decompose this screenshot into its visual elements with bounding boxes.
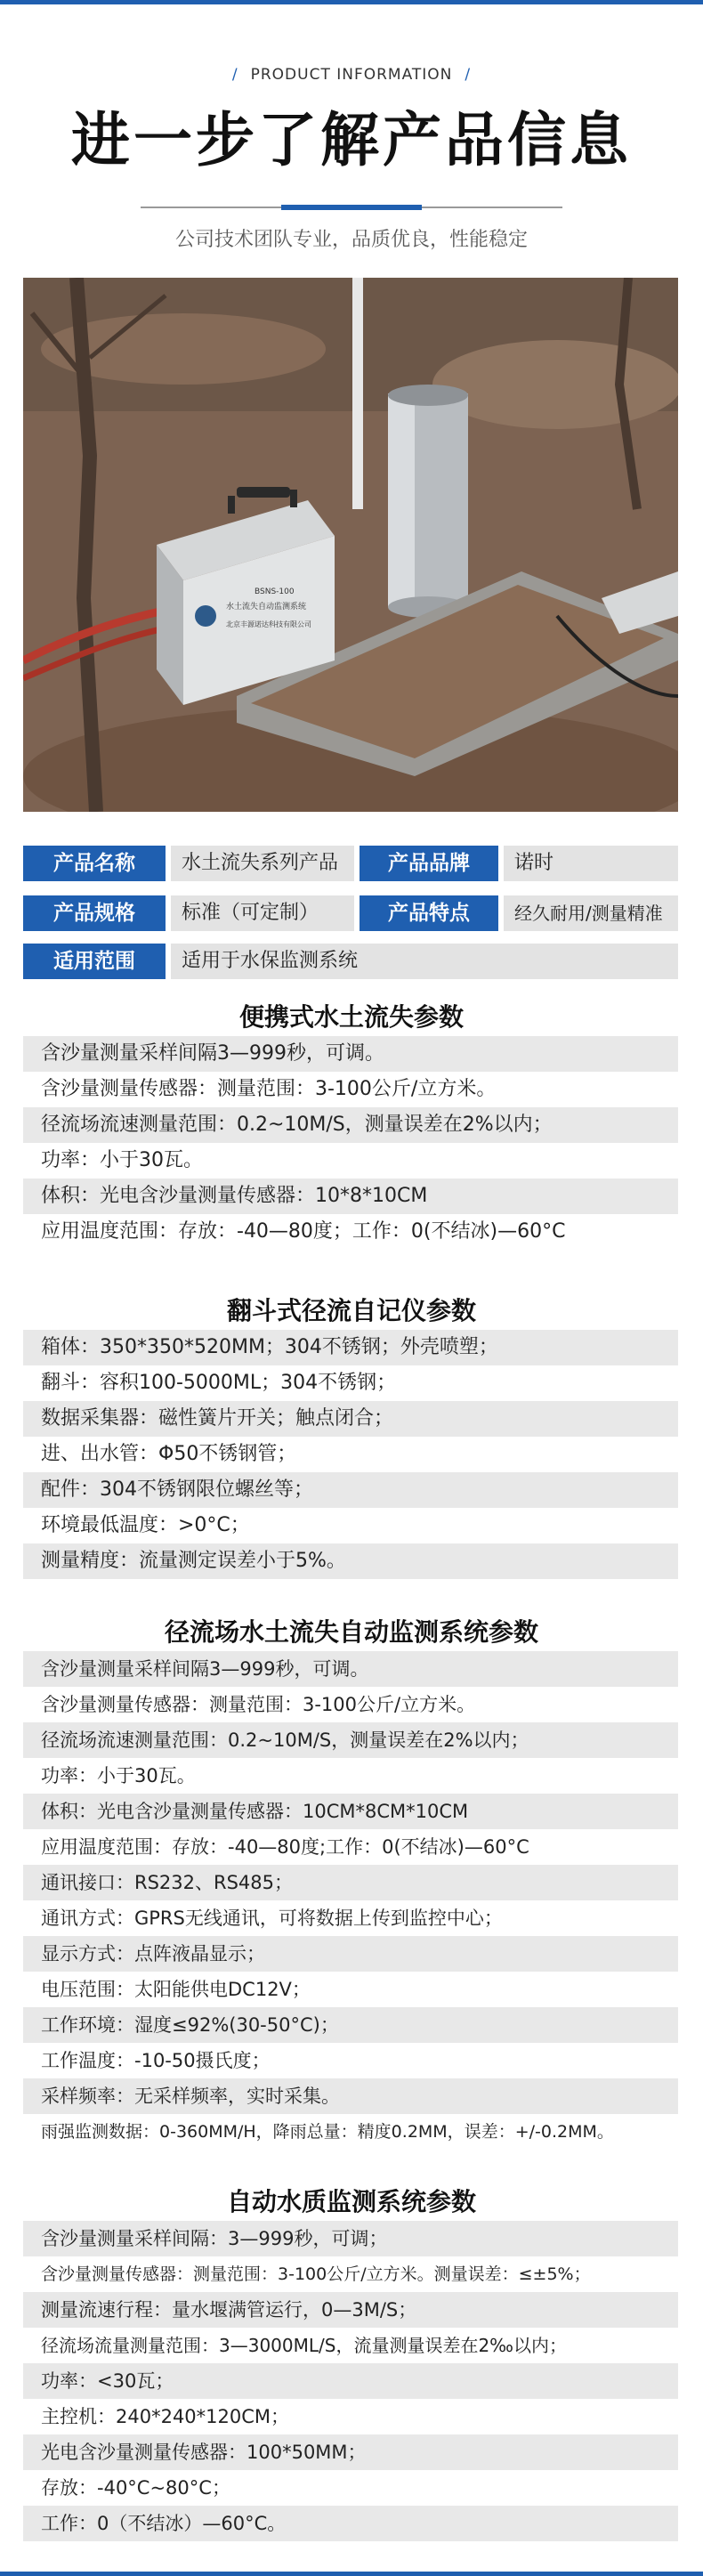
section-title-tipping-bucket: 翻斗式径流自记仪参数 [226, 1296, 476, 1325]
top-accent-bar [0, 0, 703, 4]
name-value: 水土流失系列产品 [171, 846, 354, 881]
spec-row: 通讯接口：RS232、RS485； [23, 1865, 678, 1900]
brand-value: 诺时 [504, 846, 678, 881]
spec-row: 测量精度：流量测定误差小于5%。 [23, 1543, 678, 1579]
spec-row: 功率：小于30瓦。 [23, 1758, 678, 1794]
spec-row: 含沙量测量采样间隔：3—999秒，可调； [23, 2221, 678, 2256]
spec-row: 箱体：350*350*520MM；304不锈钢；外壳喷塑； [23, 1330, 678, 1365]
slash-left: / [231, 66, 238, 84]
spec-row: 测量流速行程：量水堰满管运行，0—3M/S； [23, 2292, 678, 2328]
spec-row: 存放：-40°C~80°C； [23, 2470, 678, 2506]
bottom-accent-bar [0, 2572, 703, 2576]
spec-row: 功率：<30瓦； [23, 2363, 678, 2399]
spec-row: 功率：小于30瓦。 [23, 1143, 678, 1179]
spec-value: 标准（可定制） [171, 895, 354, 931]
spec-row: 工作温度：-10-50摄氏度； [23, 2043, 678, 2078]
spec-row: 进、出水管：Φ50不锈钢管； [23, 1437, 678, 1472]
box-label-3: 北京丰源诺达科技有限公司 [226, 620, 311, 628]
spec-row: 采样频率：无采样频率，实时采集。 [23, 2078, 678, 2114]
section-title-water-quality: 自动水质监测系统参数 [226, 2187, 476, 2216]
spec-row: 含沙量测量采样间隔3—999秒，可调。 [23, 1651, 678, 1687]
section-subheading [0, 66, 703, 84]
page-title: 进一步了解产品信息 [71, 106, 632, 174]
spec-row: 体积：光电含沙量测量传感器：10*8*10CM [23, 1179, 678, 1214]
spec-row: 应用温度范围：存放：-40—80度；工作：0(不结冰)—60°C [23, 1214, 678, 1250]
slash-right: / [465, 66, 472, 84]
brand-label: 产品品牌 [360, 846, 498, 881]
spec-row: 含沙量测量采样间隔3—999秒，可调。 [23, 1036, 678, 1072]
spec-list-portable [23, 1036, 678, 1250]
spec-row: 径流场流量测量范围：3—3000ML/S，流量测量误差在2‰以内； [23, 2328, 678, 2363]
spec-row: 应用温度范围：存放：-40—80度;工作：0(不结冰)—60°C [23, 1829, 678, 1865]
feature-value: 经久耐用/测量精准 [504, 895, 678, 931]
spec-list-runoff-system [23, 1651, 678, 2150]
info-row-scope [23, 944, 678, 979]
section-title-runoff-system: 径流场水土流失自动监测系统参数 [164, 1617, 538, 1647]
name-label: 产品名称 [23, 846, 166, 881]
spec-list-tipping-bucket [23, 1330, 678, 1579]
scope-label: 适用范围 [23, 944, 166, 979]
spec-row: 含沙量测量传感器：测量范围：3-100公斤/立方米。 [23, 1072, 678, 1107]
en-title-text: PRODUCT INFORMATION [250, 66, 453, 84]
box-label-1: BSNS-100 [255, 587, 295, 596]
section-title-portable: 便携式水土流失参数 [238, 1002, 464, 1032]
spec-row: 含沙量测量传感器：测量范围：3-100公斤/立方米。测量误差：≤±5%； [23, 2256, 678, 2292]
info-row-spec-feature [23, 895, 678, 931]
spec-row: 工作环境：湿度≤92%(30-50°C)； [23, 2007, 678, 2043]
spec-row: 含沙量测量传感器：测量范围：3-100公斤/立方米。 [23, 1687, 678, 1722]
spec-row: 光电含沙量测量传感器：100*50MM； [23, 2434, 678, 2470]
product-photo [23, 278, 678, 812]
spec-row: 径流场流速测量范围：0.2~10M/S，测量误差在2%以内； [23, 1107, 678, 1143]
spec-row: 体积：光电含沙量测量传感器：10CM*8CM*10CM [23, 1794, 678, 1829]
spec-row: 翻斗：容积100-5000ML；304不锈钢； [23, 1365, 678, 1401]
spec-list-water-quality [23, 2221, 678, 2541]
spec-row: 数据采集器：磁性簧片开关；触点闭合； [23, 1401, 678, 1437]
product-photo-illustration [23, 278, 678, 812]
box-label-2: 水土流失自动监测系统 [226, 603, 307, 612]
spec-row: 雨强监测数据：0-360MM/H，降雨总量：精度0.2MM，误差：+/-0.2MM。 [23, 2114, 678, 2150]
page-subtitle: 公司技术团队专业，品质优良，性能稳定 [174, 229, 528, 251]
spec-row: 环境最低温度：>0°C； [23, 1508, 678, 1543]
spec-row: 显示方式：点阵液晶显示； [23, 1936, 678, 1972]
info-row-name-brand [23, 846, 678, 881]
spec-row: 径流场流速测量范围：0.2~10M/S，测量误差在2%以内； [23, 1722, 678, 1758]
spec-row: 电压范围：太阳能供电DC12V； [23, 1972, 678, 2007]
scope-value: 适用于水保监测系统 [171, 944, 678, 979]
spec-row: 工作：0（不结冰）—60°C。 [23, 2506, 678, 2541]
title-divider-accent [281, 205, 422, 210]
spec-row: 配件：304不锈钢限位螺丝等； [23, 1472, 678, 1508]
spec-row: 主控机：240*240*120CM； [23, 2399, 678, 2434]
feature-label: 产品特点 [360, 895, 498, 931]
spec-row: 通讯方式：GPRS无线通讯，可将数据上传到监控中心； [23, 1900, 678, 1936]
spec-label: 产品规格 [23, 895, 166, 931]
